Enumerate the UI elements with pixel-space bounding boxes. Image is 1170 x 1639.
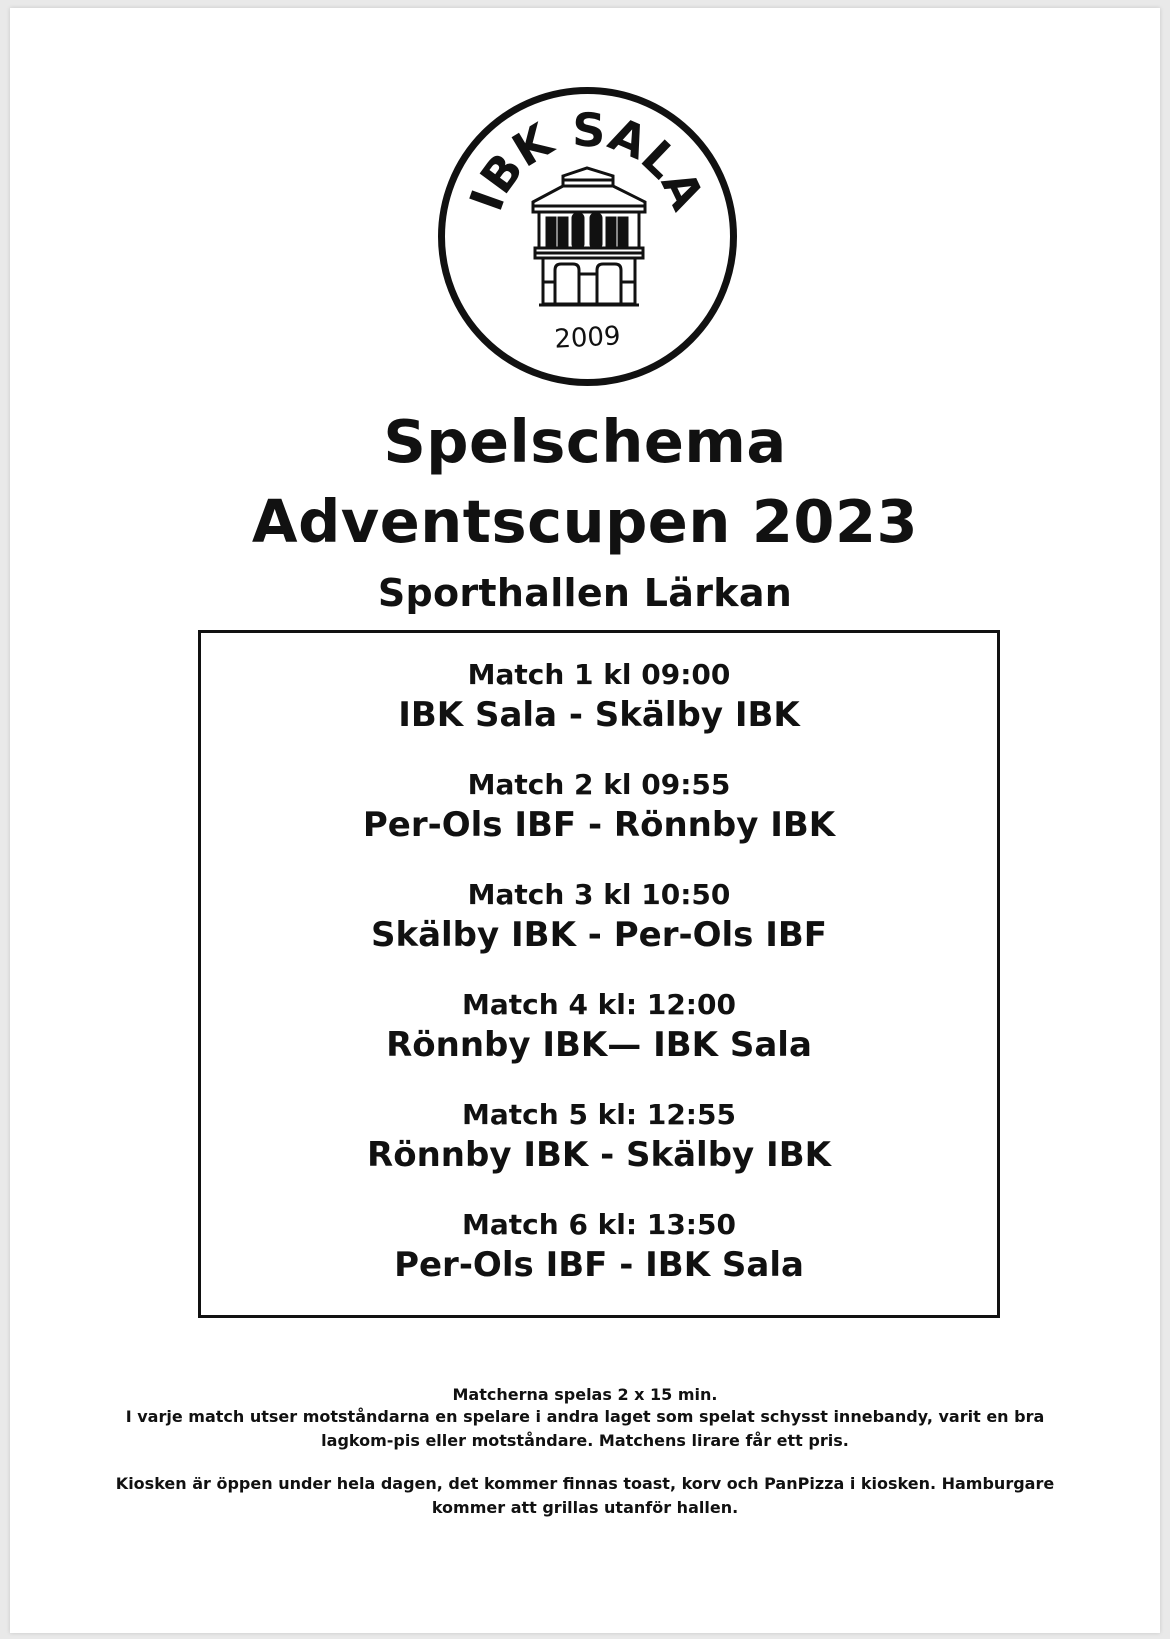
- match-teams: Rönnby IBK— IBK Sala: [386, 1025, 812, 1065]
- match-teams: Skälby IBK - Per-Ols IBF: [370, 915, 827, 955]
- ibk-sala-logo: [435, 84, 740, 389]
- match-item: [201, 657, 997, 737]
- venue-subtitle: Sporthallen Lärkan: [377, 571, 793, 615]
- logo-arc-text: IBK SALA: [458, 102, 715, 218]
- match-item: [201, 1097, 997, 1177]
- match-teams: Per-Ols IBF - IBK Sala: [394, 1245, 804, 1285]
- tower-icon: [533, 168, 645, 305]
- match-teams: Rönnby IBK - Skälby IBK: [367, 1135, 831, 1175]
- match-item: [201, 987, 997, 1067]
- match-time: Match 3 kl 10:50: [467, 878, 731, 911]
- match-schedule-box: [198, 630, 1000, 1318]
- match-time: Match 4 kl: 12:00: [462, 988, 736, 1021]
- page-title-line1: Spelschema: [383, 407, 787, 476]
- match-item: [201, 767, 997, 847]
- schedule-poster: [10, 8, 1160, 1633]
- match-teams: IBK Sala - Skälby IBK: [398, 695, 800, 735]
- footer-kiosk-info: Kiosken är öppen under hela dagen, det kommer finnas toast, korv och PanPizza i kiosken. Hamburgare kommer att grillas utanför hallen.: [115, 1474, 1055, 1517]
- match-time: Match 6 kl: 13:50: [462, 1208, 736, 1241]
- footer-player-award: I varje match utser motståndarna en spelare i andra laget som spelat schysst innebandy, varit en bra lagkom-pis eller motståndare. Matchens lirare får ett pris.: [125, 1407, 1045, 1450]
- logo-year: 2009: [553, 321, 622, 355]
- footer-match-duration: Matcherna spelas 2 x 15 min.: [452, 1385, 718, 1404]
- match-item: [201, 877, 997, 957]
- match-time: Match 2 kl 09:55: [467, 768, 731, 801]
- match-teams: Per-Ols IBF - Rönnby IBK: [362, 805, 836, 845]
- match-item: [201, 1207, 997, 1287]
- page-title-line2: Adventscupen 2023: [251, 487, 919, 556]
- match-time: Match 1 kl 09:00: [467, 658, 731, 691]
- match-time: Match 5 kl: 12:55: [462, 1098, 736, 1131]
